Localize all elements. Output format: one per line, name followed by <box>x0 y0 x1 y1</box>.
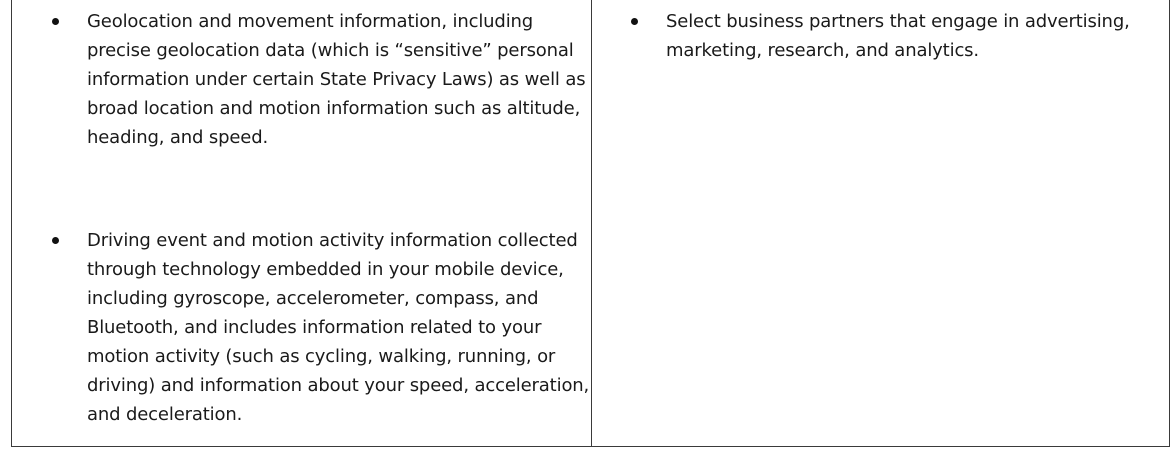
list-item-text: Geolocation and movement information, including precise geolocation data (which is “sensitive” personal information under certain State Privacy Laws) as well as broad location and motion information such as altitude, heading, and speed. <box>87 11 586 148</box>
bullet-icon <box>631 18 638 25</box>
list-item-text: Select business partners that engage in advertising, marketing, research, and analytics. <box>666 11 1130 61</box>
list-item-text: Driving event and motion activity information collected through technology embedded in your mobile device, including gyroscope, accelerometer, compass, and Bluetooth, and includes information related to your motion activity (such as cycling, walking, running, or driving) and information about your speed, acceleration, and deceleration. <box>87 230 590 425</box>
bullet-icon <box>52 237 59 244</box>
bullet-icon <box>52 18 59 25</box>
privacy-table <box>11 0 1170 447</box>
